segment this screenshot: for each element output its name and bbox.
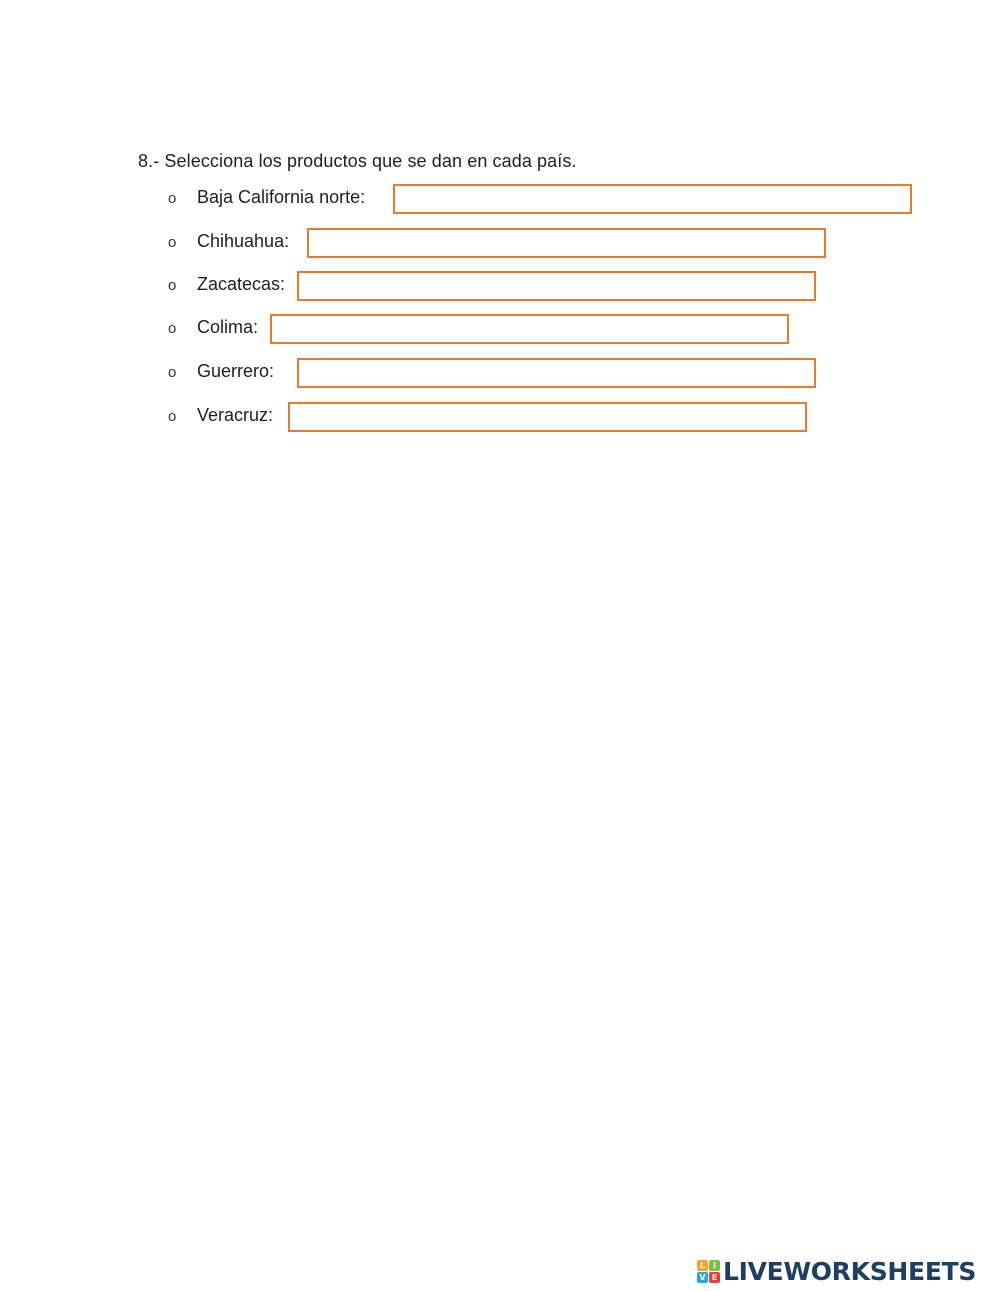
item-label: Chihuahua: (197, 231, 290, 251)
logo-tile: I (709, 1260, 720, 1271)
logo-text: LIVEWORKSHEETS (723, 1256, 977, 1286)
bullet-icon: o (168, 320, 177, 337)
list-item-veracruz (0, 402, 1000, 436)
logo-tiles-icon (697, 1260, 720, 1283)
item-label: Colima: (197, 317, 259, 337)
bullet-icon: o (168, 277, 177, 294)
item-label: Baja California norte: (197, 187, 366, 207)
bullet-icon: o (168, 234, 177, 251)
answer-box-veracruz[interactable] (288, 402, 807, 432)
bullet-icon: o (168, 190, 177, 207)
logo-tile: E (709, 1272, 720, 1283)
logo-tile: V (697, 1272, 708, 1283)
bullet-icon: o (168, 364, 177, 381)
list-item-baja-california (0, 184, 1000, 218)
question-text: 8.- Selecciona los productos que se dan en cada país. (138, 151, 577, 171)
list-item-zacatecas (0, 271, 1000, 305)
logo-tile: L (697, 1260, 708, 1271)
bullet-icon: o (168, 408, 177, 425)
list-item-colima (0, 314, 1000, 348)
item-label: Veracruz: (197, 405, 274, 425)
answer-box-baja-california[interactable] (393, 184, 912, 214)
answer-box-chihuahua[interactable] (307, 228, 826, 258)
answer-box-zacatecas[interactable] (297, 271, 816, 301)
liveworksheets-logo (697, 1256, 976, 1286)
item-label: Zacatecas: (197, 274, 286, 294)
answer-box-colima[interactable] (270, 314, 789, 344)
list-item-guerrero (0, 358, 1000, 392)
item-label: Guerrero: (197, 361, 275, 381)
list-item-chihuahua (0, 228, 1000, 262)
answer-box-guerrero[interactable] (297, 358, 816, 388)
